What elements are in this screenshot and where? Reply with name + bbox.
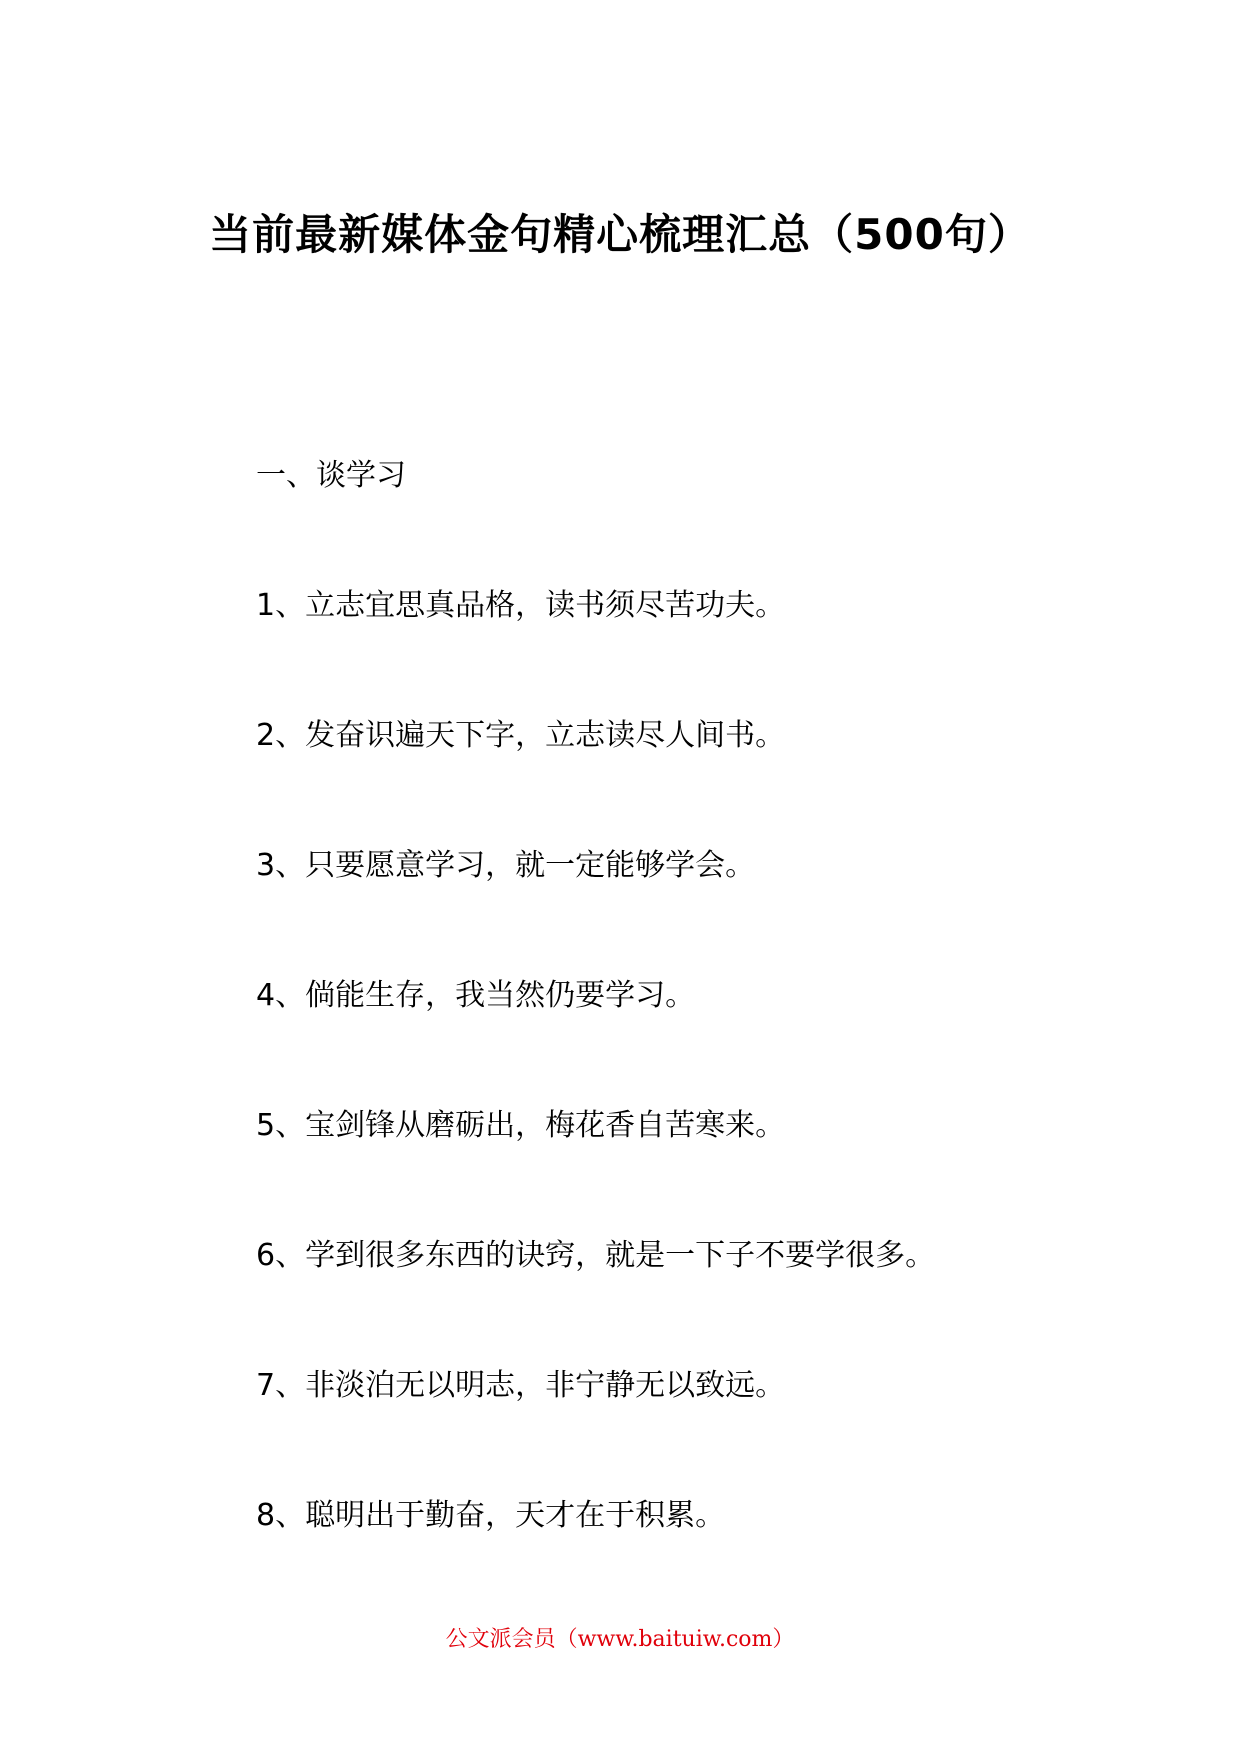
quote-item xyxy=(256,1235,1156,1277)
quote-text: 只要愿意学习，就一定能够学会。 xyxy=(305,848,756,883)
document-body xyxy=(256,455,1156,1625)
quote-item xyxy=(256,845,1156,887)
quote-item xyxy=(256,1105,1156,1147)
quote-number: 5、 xyxy=(256,1108,306,1143)
quote-item xyxy=(256,715,1156,757)
quote-item xyxy=(256,975,1156,1017)
quote-item xyxy=(256,1495,1156,1537)
quote-text: 立志宜思真品格，读书须尽苦功夫。 xyxy=(305,588,786,623)
quote-number: 3、 xyxy=(256,848,306,883)
quote-item xyxy=(256,1365,1156,1407)
quote-text: 学到很多东西的诀窍，就是一下子不要学很多。 xyxy=(305,1238,936,1273)
document-title: 当前最新媒体金句精心梳理汇总（500句） xyxy=(209,210,1031,259)
quote-number: 2、 xyxy=(256,718,306,753)
quote-text: 倘能生存，我当然仍要学习。 xyxy=(305,978,696,1013)
quote-text: 聪明出于勤奋，天才在于积累。 xyxy=(305,1498,726,1533)
quote-list xyxy=(256,585,1156,1537)
quote-text: 非淡泊无以明志，非宁静无以致远。 xyxy=(305,1368,786,1403)
quote-number: 6、 xyxy=(256,1238,306,1273)
footer-watermark: 公文派会员（www.baituiw.com） xyxy=(445,1627,795,1652)
quote-number: 1、 xyxy=(256,588,306,623)
quote-number: 8、 xyxy=(256,1498,306,1533)
section-heading: 一、谈学习 xyxy=(256,458,406,493)
quote-number: 4、 xyxy=(256,978,306,1013)
quote-number: 7、 xyxy=(256,1368,306,1403)
quote-item xyxy=(256,585,1156,627)
quote-text: 宝剑锋从磨砺出，梅花香自苦寒来。 xyxy=(305,1108,786,1143)
quote-text: 发奋识遍天下字，立志读尽人间书。 xyxy=(305,718,786,753)
